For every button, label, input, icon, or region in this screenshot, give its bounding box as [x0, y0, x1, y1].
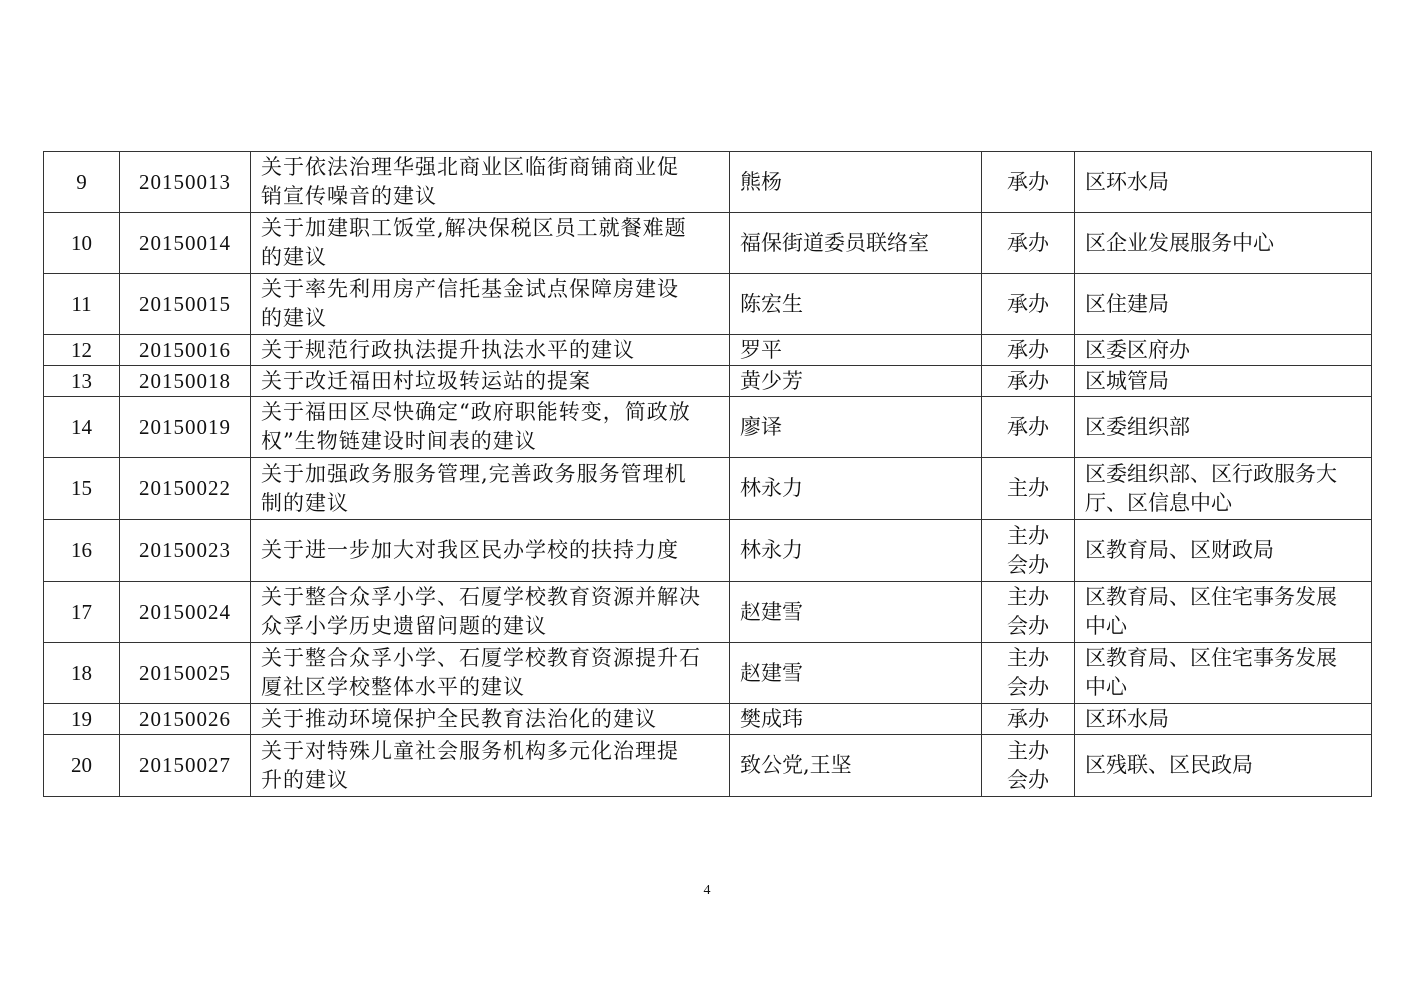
handling-role-line: 主办 [1007, 476, 1049, 500]
handling-role [982, 520, 1075, 582]
row-number: 20 [44, 735, 120, 797]
handling-role-line: 承办 [1007, 291, 1049, 316]
row-number: 17 [44, 582, 120, 643]
handling-role-line: 承办 [1007, 414, 1049, 439]
handling-role [982, 366, 1075, 397]
table-row [44, 397, 1372, 458]
handling-office-line: 区企业发展服务中心 [1085, 230, 1274, 255]
handling-office-line: 区教育局、区住宅事务发展 [1085, 646, 1337, 670]
proposal-title-line: 关于率先利用房产信托基金试点保障房建设 [261, 277, 679, 301]
row-number: 16 [44, 520, 120, 582]
table-row [44, 582, 1372, 643]
proposal-id: 20150015 [120, 274, 251, 335]
handling-office-line: 区委区府办 [1085, 337, 1190, 362]
proposal-title-line: 厦社区学校整体水平的建议 [261, 675, 525, 699]
proposal-title-line: 关于整合众孚小学、石厦学校教育资源提升石 [261, 646, 701, 670]
handling-office-line: 厅、区信息中心 [1085, 490, 1232, 515]
handling-office-line: 区残联、区民政局 [1085, 753, 1253, 777]
handling-role [982, 735, 1075, 797]
proposer: 福保街道委员联络室 [730, 213, 982, 274]
handling-office [1075, 735, 1372, 797]
handling-role [982, 643, 1075, 704]
proposal-title-line: 制的建议 [261, 490, 349, 515]
proposal-id: 20150013 [120, 152, 251, 213]
proposer: 熊杨 [730, 152, 982, 213]
proposal-title-line: 关于对特殊儿童社会服务机构多元化治理提 [261, 738, 679, 763]
handling-office-line: 区委组织部 [1085, 414, 1190, 439]
table-row [44, 152, 1372, 213]
handling-role-line: 会办 [1007, 614, 1049, 638]
handling-office [1075, 213, 1372, 274]
proposal-table-body [44, 152, 1372, 797]
handling-office [1075, 274, 1372, 335]
proposal-title [251, 366, 730, 397]
proposal-title [251, 582, 730, 643]
handling-office [1075, 152, 1372, 213]
proposal-title [251, 643, 730, 704]
proposal-title-line: 关于整合众孚小学、石厦学校教育资源并解决 [261, 585, 701, 609]
proposal-id: 20150026 [120, 704, 251, 735]
proposal-title [251, 397, 730, 458]
proposer: 赵建雪 [730, 582, 982, 643]
handling-role [982, 274, 1075, 335]
row-number: 15 [44, 458, 120, 520]
handling-role-line: 承办 [1007, 706, 1049, 731]
proposal-title-line: 关于依法治理华强北商业区临街商铺商业促 [261, 155, 679, 179]
handling-office [1075, 643, 1372, 704]
proposal-title-line: 众孚小学历史遗留问题的建议 [261, 614, 547, 638]
handling-office [1075, 366, 1372, 397]
proposal-title [251, 213, 730, 274]
handling-role [982, 213, 1075, 274]
proposal-id: 20150018 [120, 366, 251, 397]
proposal-table [43, 151, 1372, 797]
row-number: 18 [44, 643, 120, 704]
handling-role-line: 主办 [1007, 646, 1049, 670]
proposal-id: 20150016 [120, 335, 251, 366]
proposal-title-line: 关于推动环境保护全民教育法治化的建议 [261, 706, 657, 731]
proposal-title [251, 274, 730, 335]
row-number: 12 [44, 335, 120, 366]
handling-office-line: 区环水局 [1085, 706, 1169, 731]
handling-role-line: 承办 [1007, 368, 1049, 393]
table-row [44, 704, 1372, 735]
proposer: 赵建雪 [730, 643, 982, 704]
row-number: 9 [44, 152, 120, 213]
table-row [44, 335, 1372, 366]
proposal-title-line: 销宣传噪音的建议 [261, 184, 437, 208]
handling-office-line: 区环水局 [1085, 169, 1169, 194]
proposer: 陈宏生 [730, 274, 982, 335]
proposal-title-line: 关于加强政务服务管理,完善政务服务管理机 [261, 461, 687, 486]
proposal-title [251, 458, 730, 520]
proposal-title-line: 关于进一步加大对我区民办学校的扶持力度 [261, 538, 679, 562]
handling-role [982, 582, 1075, 643]
proposal-title-line: 的建议 [261, 306, 327, 330]
proposal-title-line: 升的建议 [261, 767, 349, 792]
handling-role-line: 承办 [1007, 230, 1049, 255]
table-row [44, 366, 1372, 397]
proposal-title [251, 152, 730, 213]
handling-office [1075, 397, 1372, 458]
handling-office-line: 中心 [1085, 614, 1127, 638]
handling-role-line: 主办 [1007, 585, 1049, 609]
handling-office-line: 区住建局 [1085, 291, 1169, 316]
handling-role [982, 335, 1075, 366]
handling-office-line: 中心 [1085, 675, 1127, 699]
row-number: 19 [44, 704, 120, 735]
proposal-title [251, 704, 730, 735]
handling-office [1075, 458, 1372, 520]
proposal-id: 20150023 [120, 520, 251, 582]
handling-role [982, 397, 1075, 458]
row-number: 14 [44, 397, 120, 458]
proposer: 廖译 [730, 397, 982, 458]
handling-office-line: 区委组织部、区行政服务大 [1085, 461, 1337, 486]
row-number: 13 [44, 366, 120, 397]
handling-role [982, 458, 1075, 520]
handling-role-line: 承办 [1007, 337, 1049, 362]
table-row [44, 735, 1372, 797]
handling-role-line: 会办 [1007, 675, 1049, 699]
proposal-title [251, 335, 730, 366]
proposer: 林永力 [730, 458, 982, 520]
row-number: 10 [44, 213, 120, 274]
handling-role-line: 主办 [1007, 523, 1049, 548]
handling-office [1075, 704, 1372, 735]
handling-office [1075, 335, 1372, 366]
proposal-id: 20150027 [120, 735, 251, 797]
handling-office-line: 区教育局、区财政局 [1085, 538, 1274, 562]
proposal-id: 20150022 [120, 458, 251, 520]
proposer: 黄少芳 [730, 366, 982, 397]
proposer: 林永力 [730, 520, 982, 582]
handling-role [982, 704, 1075, 735]
handling-role-line: 会办 [1007, 767, 1049, 792]
proposal-title-line: 关于规范行政执法提升执法水平的建议 [261, 337, 635, 362]
proposal-id: 20150025 [120, 643, 251, 704]
handling-role-line: 会办 [1007, 552, 1049, 577]
table-row [44, 458, 1372, 520]
page-number: 4 [703, 883, 711, 898]
handling-office [1075, 520, 1372, 582]
proposal-title [251, 520, 730, 582]
handling-role-line: 承办 [1007, 169, 1049, 194]
proposal-title-line: 权”生物链建设时间表的建议 [261, 429, 537, 453]
proposal-title-line: 关于福田区尽快确定“政府职能转变，简政放 [261, 400, 691, 424]
handling-role-line: 主办 [1007, 738, 1049, 763]
table-row [44, 274, 1372, 335]
proposal-title-line: 关于加建职工饭堂,解决保税区员工就餐难题 [261, 216, 687, 240]
row-number: 11 [44, 274, 120, 335]
handling-office-line: 区城管局 [1085, 368, 1169, 393]
proposer: 樊成玮 [730, 704, 982, 735]
table-row [44, 213, 1372, 274]
handling-office-line: 区教育局、区住宅事务发展 [1085, 585, 1337, 609]
proposal-id: 20150014 [120, 213, 251, 274]
proposal-id: 20150024 [120, 582, 251, 643]
table-row [44, 643, 1372, 704]
proposal-title-line: 关于改迁福田村垃圾转运站的提案 [261, 368, 591, 393]
table-row [44, 520, 1372, 582]
handling-office [1075, 582, 1372, 643]
proposal-id: 20150019 [120, 397, 251, 458]
proposer: 致公党,王坚 [730, 735, 982, 797]
proposer: 罗平 [730, 335, 982, 366]
proposal-title [251, 735, 730, 797]
proposal-title-line: 的建议 [261, 245, 327, 269]
handling-role [982, 152, 1075, 213]
